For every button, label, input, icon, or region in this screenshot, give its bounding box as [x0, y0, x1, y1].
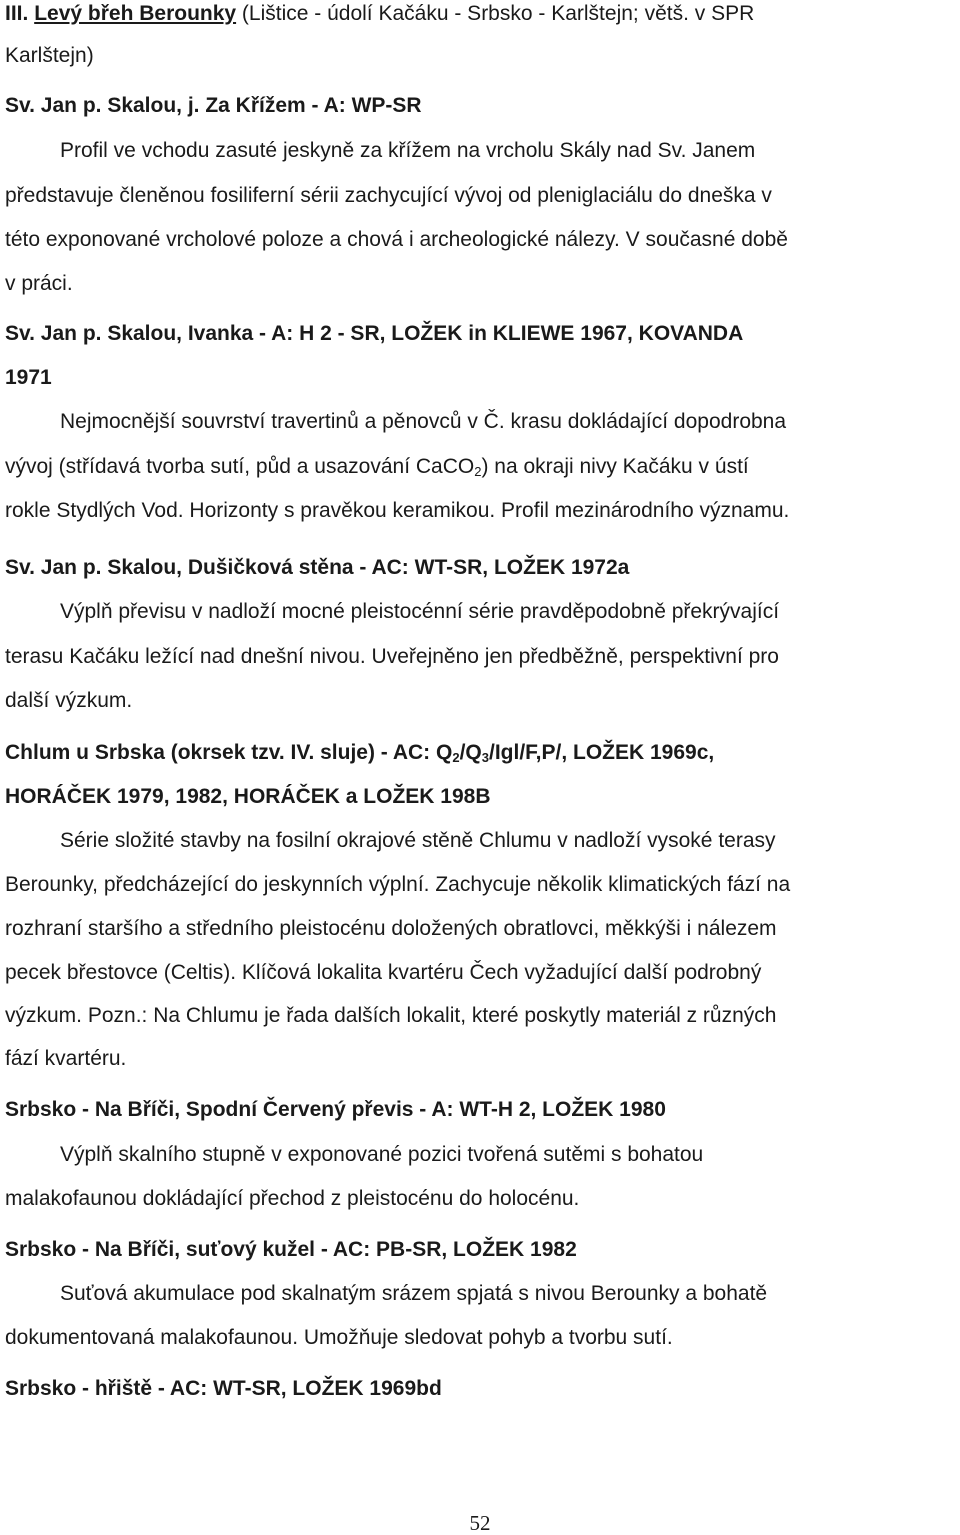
entry-heading: Srbsko - Na Bříči, Spodní Červený převis - A: WT-H 2, LOŽEK 1980 [5, 1098, 666, 1121]
entry-text-line: Nejmocnější souvrství travertinů a pěnovců v Č. krasu dokládající dopodrobna [60, 410, 787, 433]
entry-text-line: pecek břestovce (Celtis). Klíčová lokalita kvartéru Čech vyžadující další podrobný [5, 961, 762, 984]
entry-heading-cont: HORÁČEK 1979, 1982, HORÁČEK a LOŽEK 198B [5, 785, 491, 808]
entry-text-line: dokumentovaná malakofaunou. Umožňuje sledovat pohyb a tvorbu sutí. [5, 1326, 673, 1349]
entry-text-line: rokle Stydlých Vod. Horizonty s pravěkou keramikou. Profil mezinárodního významu. [5, 499, 790, 522]
entry-heading: Chlum u Srbska (okrsek tzv. IV. sluje) - AC: $Q_2/Q_3/Igl/F,P/$, LOŽEK 1969c, [5, 741, 715, 765]
entry-text-line: představuje členěnou fosiliferní sérii zachycující vývoj od pleniglaciálu do dneška v [5, 184, 772, 207]
entry-text-line: terasu Kačáku ležící nad dnešní nivou. Uveřejněno jen předběžně, perspektivní pro [5, 645, 779, 668]
entry-text-line: Výplň převisu v nadloží mocné pleistocénní série pravděpodobně překrývající [60, 600, 780, 623]
section-title: Levý břeh Berounky [34, 2, 237, 25]
entry-heading: Sv. Jan p. Skalou, j. Za Křížem - A: WP-SR [5, 94, 422, 117]
entry-text-line: Výplň skalního stupně v exponované pozici tvořená sutěmi s bohatou [60, 1143, 704, 1166]
entry-text-line: fází kvartéru. [5, 1047, 127, 1070]
entry-text-line: Série složité stavby na fosilní okrajové stěně Chlumu v nadloží vysoké terasy [60, 829, 776, 852]
section-number: III. [5, 2, 29, 25]
page-number: 52 [469, 1511, 491, 1535]
entry-text-line: této exponované vrcholové poloze a chová i archeologické nálezy. V současné době [5, 228, 788, 251]
entry-text-line: v práci. [5, 272, 73, 295]
entry-text-line: rozhraní staršího a středního pleistocénu doložených obratlovci, měkkýši i nálezem [5, 917, 777, 940]
entry-heading-cont: 1971 [5, 366, 52, 389]
entry-heading: Sv. Jan p. Skalou, Dušičková stěna - AC: WT-SR, LOŽEK 1972a [5, 556, 630, 579]
entry-heading: Srbsko - hřiště - AC: WT-SR, LOŽEK 1969bd [5, 1377, 442, 1400]
entry-text-line: výzkum. Pozn.: Na Chlumu je řada dalších lokalit, které poskytly materiál z různých [5, 1004, 777, 1027]
entry-heading: Sv. Jan p. Skalou, Ivanka - A: H 2 - SR, LOŽEK in KLIEWE 1967, KOVANDA [5, 322, 744, 345]
section-heading [5, 2, 754, 26]
entry-text-line: vývoj (střídavá tvorba sutí, půd a usazování CaCO$_2$) na okraji nivy Kačáku v ústí [5, 455, 749, 479]
entry-text-line: Profil ve vchodu zasuté jeskyně za křížem na vrcholu Skály nad Sv. Janem [60, 139, 756, 162]
entry-heading: Srbsko - Na Bříči, suťový kužel - AC: PB-SR, LOŽEK 1982 [5, 1238, 577, 1261]
entry-text-line: Suťová akumulace pod skalnatým srázem spjatá s nivou Berounky a bohatě [60, 1282, 768, 1305]
section-subtitle-cont: Karlštejn) [5, 44, 94, 67]
entry-text-line: Berounky, předcházející do jeskynních výplní. Zachycuje několik klimatických fází na [5, 873, 791, 896]
entry-text-line: malakofaunou dokládající přechod z pleistocénu do holocénu. [5, 1187, 580, 1210]
entry-text-line: další výzkum. [5, 689, 133, 712]
section-subtitle: (Lištice - údolí Kačáku - Srbsko - Karlštejn; větš. v SPR [236, 2, 755, 25]
